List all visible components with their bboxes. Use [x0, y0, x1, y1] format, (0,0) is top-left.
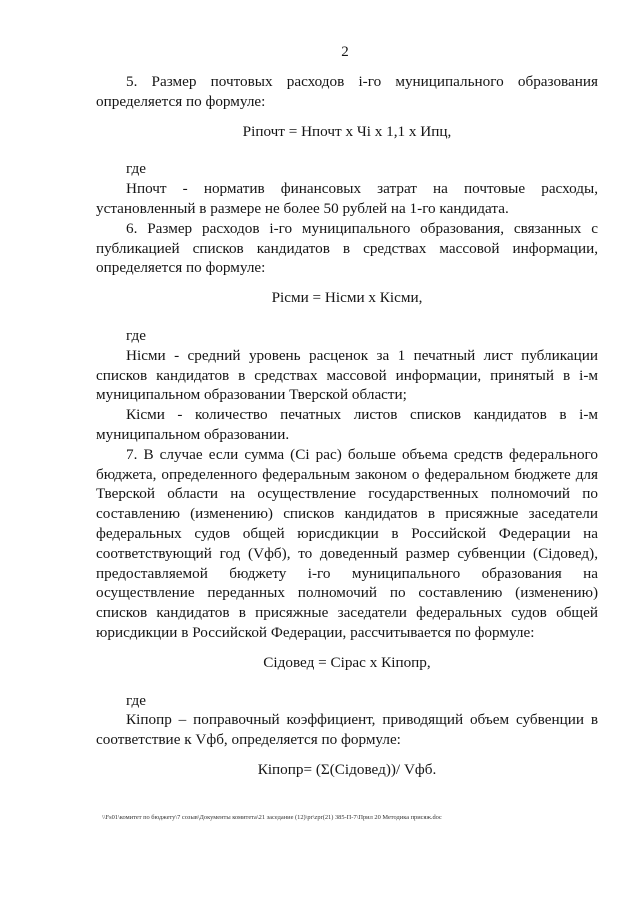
- section-7-definition: Кiпопр – поправочный коэффициент, приводящий объем субвенции в соответствие к Vфб, определяется по формуле:: [96, 711, 598, 749]
- section-7-formula-1: Ciдовед = Ciрас х Кiпопр,: [263, 653, 431, 671]
- document-body: [96, 72, 598, 780]
- page-number: 2: [341, 44, 349, 60]
- section-5-definition: Нпочт - норматив финансовых затрат на почтовые расходы, установленный в размере не более 50 рублей на 1-го кандидата.: [96, 180, 598, 217]
- footer-file-path: \\Fs01\комитет по бюджету\7 созыв\Документы комитета\21 заседание (12)\pr\zpr(21) 385-П-7\Прил 20 Методика присяж.doc: [102, 814, 442, 821]
- section-6-definition-2: Кiсми - количество печатных листов списков кандидатов в i-м муниципальном образовании.: [96, 406, 598, 443]
- section-5-where: где: [126, 160, 146, 178]
- section-6-definition-1: Нiсми - средний уровень расценок за 1 печатный лист публикации списков кандидатов в средствах массовой информации, принятый в i-м муниципальном образовании Тверской области;: [96, 346, 598, 404]
- section-5-formula: Piпочт = Нпочт х Чi х 1,1 х Ипц,: [242, 122, 452, 140]
- section-7-intro: 7. В случае если сумма (Ci рас) больше объема средств федерального бюджета, определенного федеральным законом о федеральном бюджете для Тверской области на осуществление государственных полномочий по составлению (изменению) списков кандидатов в присяжные заседатели федеральных судов общей юрисдикции в Российской Федерации на соответствующий год (Vфб), то доведенный размер субвенции (Ciдовед), предоставляемой бюджету i-го муниципального образования на осуществление переданных полномочий по составлению (изменению) списков кандидатов в присяжные заседатели федеральных судов общей юрисдикции в Российской Федерации, рассчитывается по формуле:: [96, 445, 598, 641]
- section-7-formula-2: Кiпопр= (Σ(Ciдовед))/ Vфб.: [257, 760, 437, 778]
- section-7-where: где: [126, 691, 146, 709]
- section-6-formula: Piсми = Нiсми х Кiсми,: [271, 289, 423, 307]
- section-5-intro: 5. Размер почтовых расходов i-го муниципального образования определяется по формуле:: [96, 73, 598, 110]
- section-6-intro: 6. Размер расходов i-го муниципального образования, связанных с публикацией списков кандидатов в средствах массовой информации, определяется по формуле:: [96, 219, 598, 277]
- section-6-where: где: [126, 326, 146, 344]
